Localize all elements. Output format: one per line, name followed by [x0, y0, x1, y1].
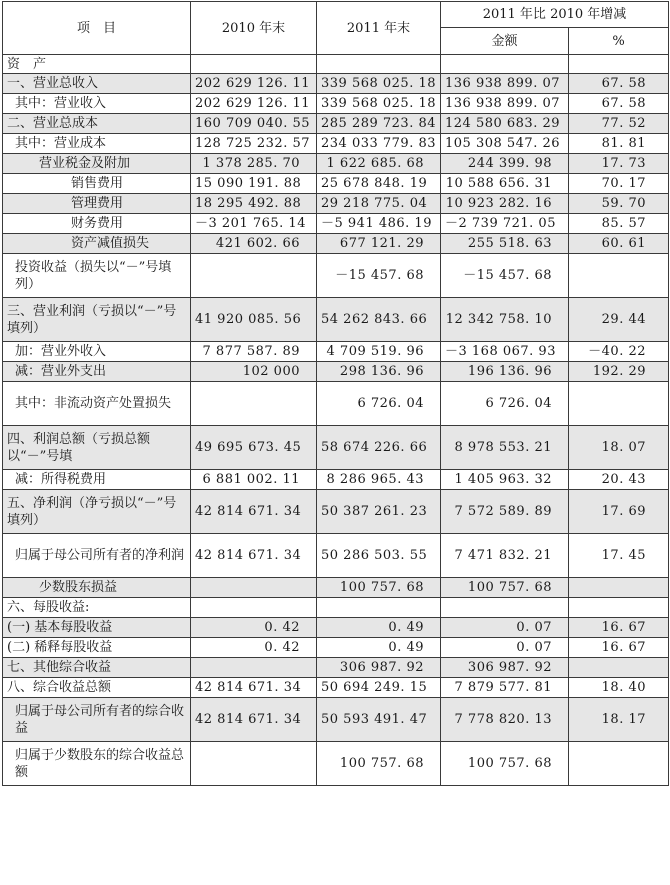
header-2010: 2010 年末: [191, 2, 317, 55]
value-2010: [191, 382, 317, 426]
change-percent: 81. 81: [569, 134, 669, 154]
change-percent: [569, 598, 669, 618]
table-row: [3, 362, 669, 382]
value-2010: [191, 742, 317, 786]
change-percent: 59. 70: [569, 194, 669, 214]
change-percent: 18. 07: [569, 426, 669, 470]
value-2010: 41 920 085. 56: [191, 298, 317, 342]
change-amount: 1 405 963. 32: [441, 470, 569, 490]
table-row: [3, 534, 669, 578]
row-label: 管理费用: [3, 194, 191, 214]
change-amount: 6 726. 04: [441, 382, 569, 426]
table-row: [3, 234, 669, 254]
change-amount: －2 739 721. 05: [441, 214, 569, 234]
table-row: [3, 638, 669, 658]
row-label: 八、综合收益总额: [3, 678, 191, 698]
value-2010: [191, 254, 317, 298]
change-amount: 7 778 820. 13: [441, 698, 569, 742]
change-amount: 10 588 656. 31: [441, 174, 569, 194]
value-2010: [191, 55, 317, 74]
table-row: [3, 678, 669, 698]
change-percent: 20. 43: [569, 470, 669, 490]
value-2010: 0. 42: [191, 638, 317, 658]
value-2010: 15 090 191. 88: [191, 174, 317, 194]
change-amount: [441, 598, 569, 618]
change-amount: 0. 07: [441, 618, 569, 638]
table-row: [3, 94, 669, 114]
row-label: 归属于少数股东的综合收益总额: [3, 742, 191, 786]
change-amount: 196 136. 96: [441, 362, 569, 382]
row-label: (一) 基本每股收益: [3, 618, 191, 638]
change-percent: 18. 17: [569, 698, 669, 742]
change-amount: 136 938 899. 07: [441, 74, 569, 94]
change-percent: [569, 742, 669, 786]
header-amount: 金额: [441, 28, 569, 55]
value-2011: 6 726. 04: [317, 382, 441, 426]
value-2010: 7 877 587. 89: [191, 342, 317, 362]
header-2011: 2011 年末: [317, 2, 441, 55]
row-label: 财务费用: [3, 214, 191, 234]
table-row: [3, 382, 669, 426]
row-label: 营业税金及附加: [3, 154, 191, 174]
header-change: 2011 年比 2010 年增减: [441, 2, 669, 28]
row-label: 其中：非流动资产处置损失: [3, 382, 191, 426]
row-label: 少数股东损益: [3, 578, 191, 598]
value-2010: 160 709 040. 55: [191, 114, 317, 134]
row-label: 三、营业利润（亏损以“－”号填列）: [3, 298, 191, 342]
value-2011: 1 622 685. 68: [317, 154, 441, 174]
change-amount: 244 399. 98: [441, 154, 569, 174]
change-percent: [569, 578, 669, 598]
change-amount: 12 342 758. 10: [441, 298, 569, 342]
table-row: [3, 618, 669, 638]
value-2011: 25 678 848. 19: [317, 174, 441, 194]
row-label: 六、每股收益:: [3, 598, 191, 618]
row-label: 销售费用: [3, 174, 191, 194]
row-label: 投资收益（损失以“－”号填列）: [3, 254, 191, 298]
value-2011: 0. 49: [317, 638, 441, 658]
value-2010: 202 629 126. 11: [191, 74, 317, 94]
table-row: [3, 114, 669, 134]
change-amount: 136 938 899. 07: [441, 94, 569, 114]
table-row: [3, 598, 669, 618]
change-percent: 16. 67: [569, 618, 669, 638]
row-label: 资产减值损失: [3, 234, 191, 254]
row-label: 七、其他综合收益: [3, 658, 191, 678]
value-2010: 42 814 671. 34: [191, 534, 317, 578]
row-label: 四、利润总额（亏损总额以“－”号填: [3, 426, 191, 470]
value-2011: 306 987. 92: [317, 658, 441, 678]
row-label: 其中：营业收入: [3, 94, 191, 114]
value-2011: 54 262 843. 66: [317, 298, 441, 342]
change-amount: 100 757. 68: [441, 742, 569, 786]
change-amount: 306 987. 92: [441, 658, 569, 678]
table-row: [3, 470, 669, 490]
change-percent: 70. 17: [569, 174, 669, 194]
table-row: [3, 194, 669, 214]
header-percent: %: [569, 28, 669, 55]
change-amount: 105 308 547. 26: [441, 134, 569, 154]
change-percent: 17. 69: [569, 490, 669, 534]
value-2010: 42 814 671. 34: [191, 678, 317, 698]
value-2011: 100 757. 68: [317, 578, 441, 598]
value-2010: 421 602. 66: [191, 234, 317, 254]
table-row: [3, 698, 669, 742]
table-row: [3, 74, 669, 94]
table-row: [3, 55, 669, 74]
row-label: 归属于母公司所有者的净利润: [3, 534, 191, 578]
row-label: (二) 稀释每股收益: [3, 638, 191, 658]
change-amount: [441, 55, 569, 74]
value-2010: 18 295 492. 88: [191, 194, 317, 214]
change-amount: 7 879 577. 81: [441, 678, 569, 698]
change-percent: 77. 52: [569, 114, 669, 134]
value-2010: 202 629 126. 11: [191, 94, 317, 114]
change-amount: 7 572 589. 89: [441, 490, 569, 534]
value-2011: 4 709 519. 96: [317, 342, 441, 362]
value-2010: 6 881 002. 11: [191, 470, 317, 490]
value-2011: 339 568 025. 18: [317, 94, 441, 114]
change-percent: 17. 73: [569, 154, 669, 174]
value-2011: 234 033 779. 83: [317, 134, 441, 154]
change-percent: 16. 67: [569, 638, 669, 658]
value-2011: －5 941 486. 19: [317, 214, 441, 234]
table-row: [3, 154, 669, 174]
value-2010: 42 814 671. 34: [191, 698, 317, 742]
value-2010: －3 201 765. 14: [191, 214, 317, 234]
row-label: 加：营业外收入: [3, 342, 191, 362]
row-label: 资 产: [3, 55, 191, 74]
value-2011: 58 674 226. 66: [317, 426, 441, 470]
value-2010: [191, 658, 317, 678]
value-2011: [317, 55, 441, 74]
change-percent: －40. 22: [569, 342, 669, 362]
change-amount: －3 168 067. 93: [441, 342, 569, 362]
change-percent: 67. 58: [569, 74, 669, 94]
value-2011: 298 136. 96: [317, 362, 441, 382]
value-2010: 0. 42: [191, 618, 317, 638]
change-percent: 67. 58: [569, 94, 669, 114]
row-label: 归属于母公司所有者的综合收益: [3, 698, 191, 742]
table-row: [3, 134, 669, 154]
value-2011: 50 387 261. 23: [317, 490, 441, 534]
change-percent: 60. 61: [569, 234, 669, 254]
change-amount: －15 457. 68: [441, 254, 569, 298]
value-2011: 8 286 965. 43: [317, 470, 441, 490]
income-statement-table: [2, 1, 669, 786]
change-percent: 29. 44: [569, 298, 669, 342]
change-amount: 10 923 282. 16: [441, 194, 569, 214]
row-label: 减：营业外支出: [3, 362, 191, 382]
header-item: 项 目: [3, 2, 191, 55]
value-2010: 49 695 673. 45: [191, 426, 317, 470]
table-row: [3, 298, 669, 342]
change-percent: [569, 55, 669, 74]
value-2011: 50 286 503. 55: [317, 534, 441, 578]
value-2011: 50 593 491. 47: [317, 698, 441, 742]
change-percent: [569, 382, 669, 426]
row-label: 二、营业总成本: [3, 114, 191, 134]
value-2011: 50 694 249. 15: [317, 678, 441, 698]
table-row: [3, 342, 669, 362]
value-2011: 677 121. 29: [317, 234, 441, 254]
change-amount: 0. 07: [441, 638, 569, 658]
table-row: [3, 426, 669, 470]
table-row: [3, 214, 669, 234]
table-row: [3, 174, 669, 194]
value-2010: 102 000: [191, 362, 317, 382]
value-2011: 339 568 025. 18: [317, 74, 441, 94]
change-percent: 17. 45: [569, 534, 669, 578]
value-2010: 1 378 285. 70: [191, 154, 317, 174]
table-row: [3, 254, 669, 298]
value-2011: －15 457. 68: [317, 254, 441, 298]
row-label: 一、营业总收入: [3, 74, 191, 94]
change-percent: [569, 254, 669, 298]
change-percent: 192. 29: [569, 362, 669, 382]
change-percent: 85. 57: [569, 214, 669, 234]
row-label: 五、净利润（净亏损以“－”号填列）: [3, 490, 191, 534]
value-2011: 285 289 723. 84: [317, 114, 441, 134]
value-2011: 0. 49: [317, 618, 441, 638]
row-label: 其中：营业成本: [3, 134, 191, 154]
change-percent: [569, 658, 669, 678]
change-percent: 18. 40: [569, 678, 669, 698]
change-amount: 8 978 553. 21: [441, 426, 569, 470]
value-2010: [191, 598, 317, 618]
table-row: [3, 658, 669, 678]
change-amount: 255 518. 63: [441, 234, 569, 254]
value-2010: [191, 578, 317, 598]
table-row: [3, 578, 669, 598]
change-amount: 7 471 832. 21: [441, 534, 569, 578]
change-amount: 124 580 683. 29: [441, 114, 569, 134]
table-row: [3, 742, 669, 786]
value-2011: [317, 598, 441, 618]
table-row: [3, 490, 669, 534]
value-2010: 128 725 232. 57: [191, 134, 317, 154]
value-2011: 100 757. 68: [317, 742, 441, 786]
value-2010: 42 814 671. 34: [191, 490, 317, 534]
row-label: 减：所得税费用: [3, 470, 191, 490]
value-2011: 29 218 775. 04: [317, 194, 441, 214]
change-amount: 100 757. 68: [441, 578, 569, 598]
